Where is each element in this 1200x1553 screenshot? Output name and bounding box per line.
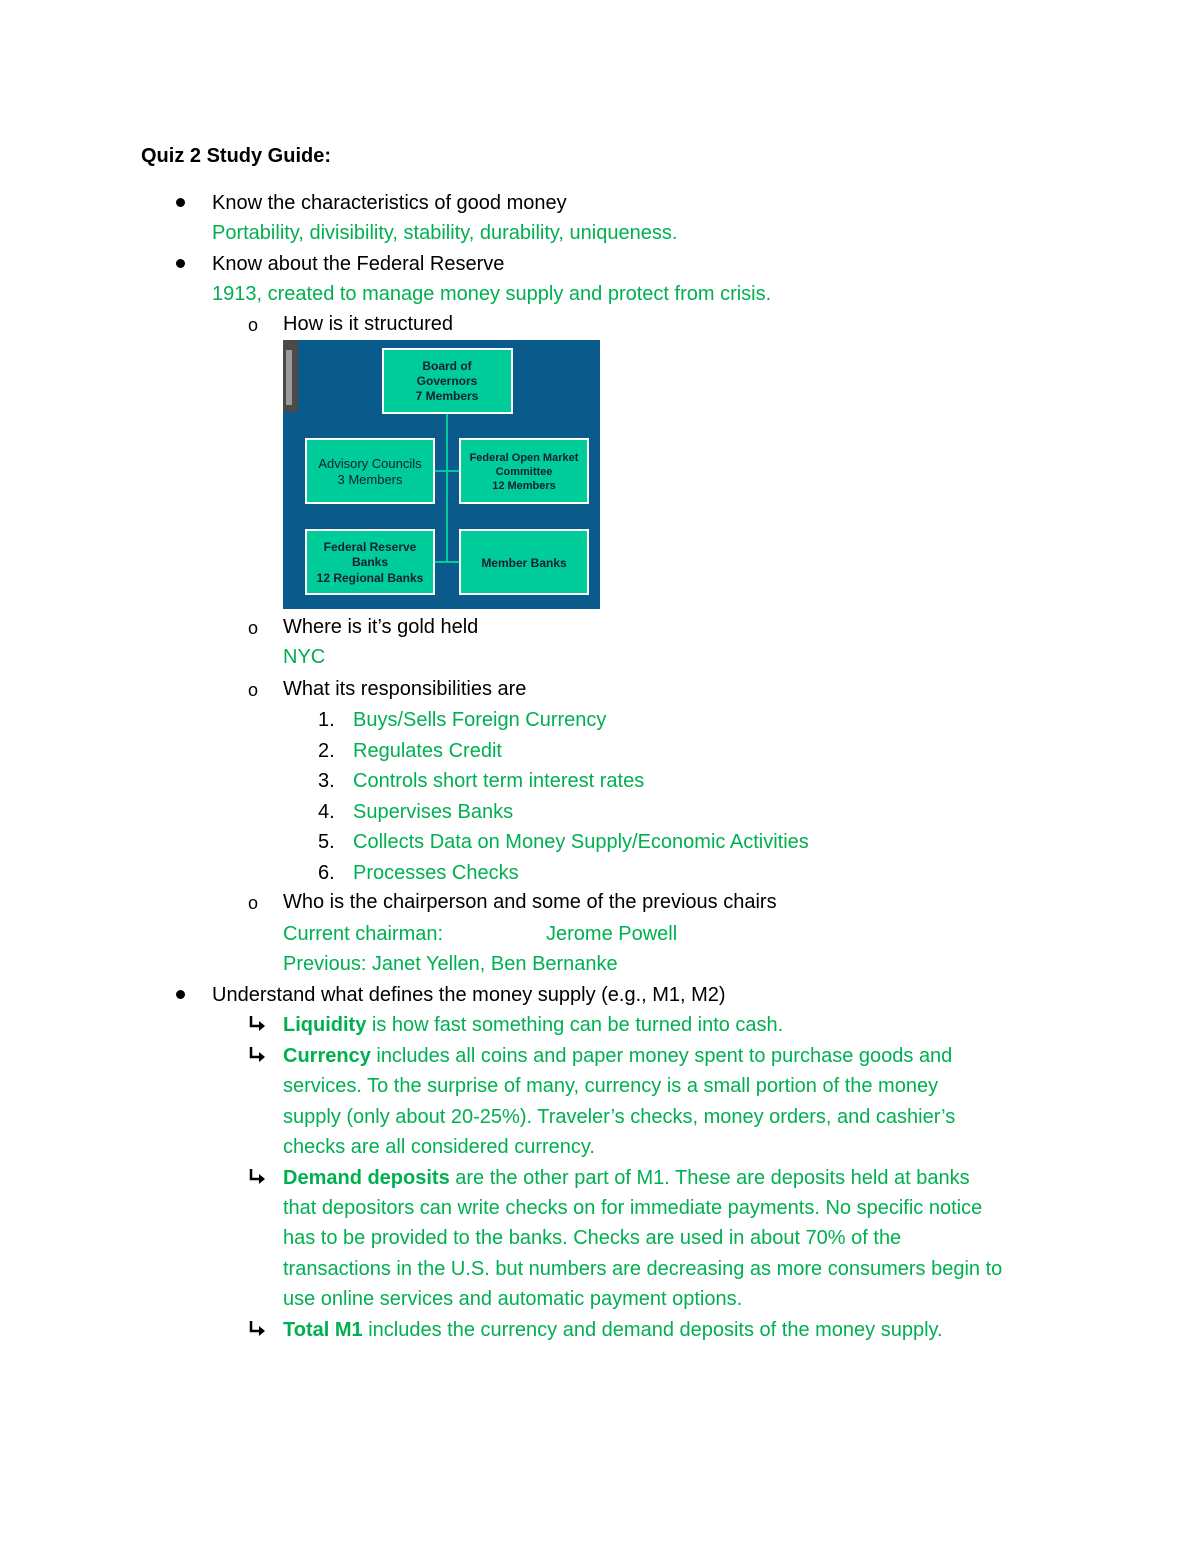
structure-question: How is it structured (283, 313, 454, 335)
circle-bullet-icon: o (248, 893, 259, 913)
good-money-answer: Portability, divisibility, stability, durability, uniqueness. (212, 222, 678, 244)
resp-item: Controls short term interest rates (353, 770, 645, 792)
currency-term: Currency (283, 1045, 371, 1067)
previous-chairs: Previous: Janet Yellen, Ben Bernanke (283, 953, 618, 975)
arrow-bullet-icon (247, 1045, 267, 1065)
reserve-banks-line-3: 12 Regional Banks (316, 571, 424, 585)
demand-text: are the other part of M1. These are deposits held at banks (449, 1167, 970, 1189)
advisory-line-2: 3 Members (337, 472, 403, 487)
resp-item: Supervises Banks (353, 801, 514, 823)
fed-heading: Know about the Federal Reserve (212, 253, 505, 275)
money-supply-heading: Understand what defines the money supply (e.g., M1, M2) (212, 984, 726, 1006)
board-line-2: Governors (416, 374, 478, 388)
resp-item: Processes Checks (353, 862, 519, 884)
resp-number: 6. (318, 862, 335, 884)
good-money-heading: Know the characteristics of good money (212, 192, 567, 214)
bullet-icon (176, 990, 185, 999)
current-chair-label: Current chairman: (283, 923, 444, 945)
resp-number: 5. (318, 831, 335, 853)
advisory-line-1: Advisory Councils (318, 456, 422, 471)
page-title: Quiz 2 Study Guide: (141, 145, 332, 167)
fed-structure-chart (283, 340, 600, 609)
advisory-box (306, 439, 434, 503)
resp-item: Buys/Sells Foreign Currency (353, 709, 607, 731)
arrow-bullet-icon (247, 1014, 267, 1034)
fomc-line-1: Federal Open Market (469, 452, 579, 464)
responsibilities-question: What its responsibilities are (283, 678, 527, 700)
arrow-bullet-icon (247, 1319, 267, 1339)
fed-answer: 1913, created to manage money supply and protect from crisis. (212, 283, 772, 305)
arrow-bullet-icon (247, 1167, 267, 1187)
resp-item: Regulates Credit (353, 740, 502, 762)
currency-line-2: services. To the surprise of many, currency is a small portion of the money (283, 1075, 939, 1097)
gold-question: Where is it’s gold held (283, 616, 479, 638)
member-banks-label: Member Banks (481, 556, 567, 570)
total-m1-line (283, 1320, 943, 1340)
liquidity-text: is how fast something can be turned into cash. (366, 1014, 784, 1036)
liquidity-line (283, 1015, 783, 1035)
board-line-1: Board of (422, 359, 472, 373)
gold-answer: NYC (283, 646, 326, 668)
resp-item: Collects Data on Money Supply/Economic Activities (353, 831, 809, 853)
chart-left-strip-light (286, 350, 292, 405)
liquidity-term: Liquidity (283, 1014, 367, 1036)
reserve-banks-line-2: Banks (351, 555, 389, 569)
chair-question: Who is the chairperson and some of the previous chairs (283, 891, 777, 913)
demand-line-5: use online services and automatic payment options. (283, 1288, 743, 1310)
demand-term: Demand deposits (283, 1167, 450, 1189)
demand-line-1 (283, 1168, 970, 1188)
bullet-icon (176, 198, 185, 207)
resp-number: 3. (318, 770, 335, 792)
currency-line-4: checks are all considered currency. (283, 1136, 595, 1158)
currency-line-3: supply (only about 20-25%). Traveler’s checks, money orders, and cashier’s (283, 1106, 956, 1128)
demand-line-3: has to be provided to the banks. Checks are used in about 70% of the (283, 1227, 902, 1249)
current-chair-name: Jerome Powell (546, 923, 678, 945)
currency-line-1 (283, 1046, 952, 1066)
fomc-line-2: Committee (495, 466, 553, 478)
resp-number: 1. (318, 709, 335, 731)
circle-bullet-icon: o (248, 315, 259, 335)
circle-bullet-icon: o (248, 618, 259, 638)
circle-bullet-icon: o (248, 680, 259, 700)
resp-number: 2. (318, 740, 335, 762)
board-line-3: 7 Members (415, 389, 479, 403)
total-m1-text: includes the currency and demand deposits of the money supply. (362, 1319, 943, 1341)
reserve-banks-line-1: Federal Reserve (323, 540, 417, 554)
currency-text: includes all coins and paper money spent to purchase goods and (370, 1045, 953, 1067)
fomc-line-3: 12 Members (492, 480, 556, 492)
demand-line-2: that depositors can write checks on for immediate payments. No specific notice (283, 1197, 983, 1219)
total-m1-term: Total M1 (283, 1319, 363, 1341)
bullet-icon (176, 259, 185, 268)
resp-number: 4. (318, 801, 335, 823)
demand-line-4: transactions in the U.S. but numbers are decreasing as more consumers begin to (283, 1258, 1003, 1280)
